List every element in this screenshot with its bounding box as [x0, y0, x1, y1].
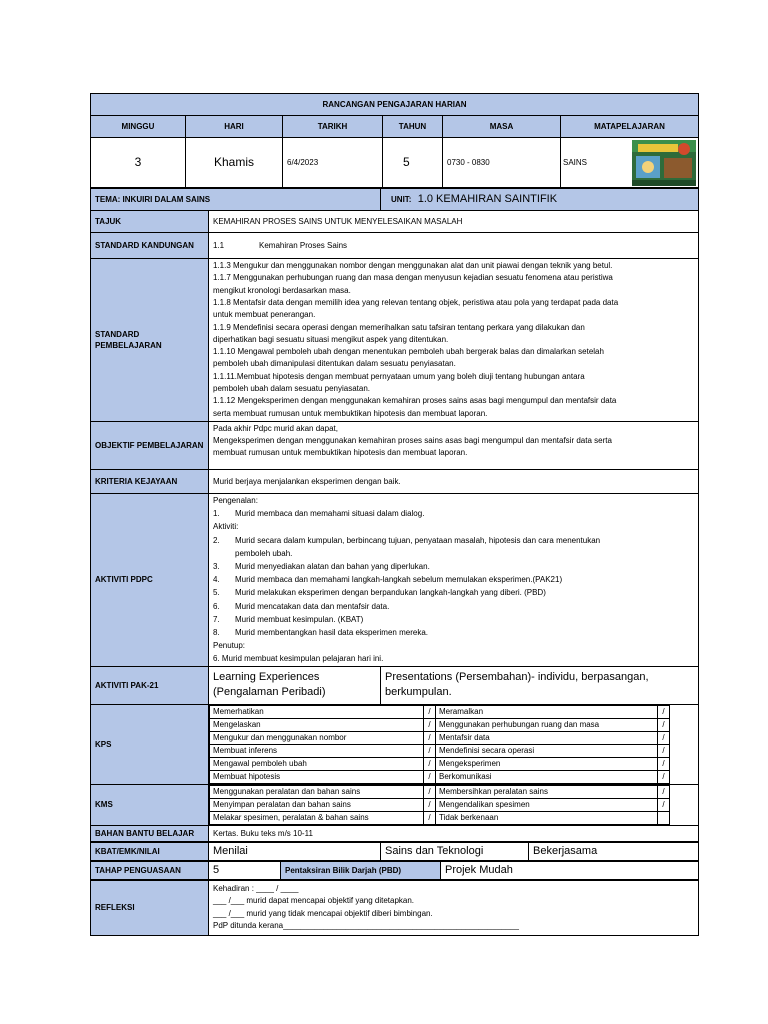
- pengenalan-item: [213, 507, 694, 520]
- objektif-label: OBJEKTIF PEMBELAJARAN: [91, 422, 209, 470]
- standard-pembelajaran-list: [209, 259, 699, 422]
- kms-item: Mengendalikan spesimen: [436, 798, 658, 811]
- col-tarikh: TARIKH: [283, 116, 383, 138]
- sp-line: 1.1.8 Mentafsir data dengan memilih idea yang relevan tentang objek, peristiwa atau pola yang terdapat pada data: [213, 297, 619, 307]
- kps-item: Mengeksperimen: [436, 757, 658, 770]
- pengenalan-heading: Pengenalan:: [213, 496, 258, 505]
- kbat-label: KBAT/EMK/NILAI: [91, 842, 209, 860]
- refleksi-line: Kehadiran : ____ / ____: [213, 883, 299, 893]
- item-text: Murid membaca dan memahami situasi dalam dialog.: [235, 509, 425, 519]
- aktiviti-item: [213, 573, 694, 586]
- kps-grid-cell: [209, 704, 699, 784]
- kps-item: Mendefinisi secara operasi: [436, 744, 658, 757]
- pak21-label: AKTIVITI PAK-21: [91, 666, 209, 704]
- aktiviti-item: [213, 586, 694, 599]
- refleksi-table: [90, 880, 699, 936]
- sp-line: 1.1.11.Membuat hipotesis dengan membuat pernyataan umum yang boleh diuji tentang hubungan antara: [213, 371, 585, 381]
- item-text: Murid menyediakan alatan dan bahan yang diperlukan.: [235, 562, 430, 572]
- kbat-value-3: Bekerjasama: [529, 842, 699, 860]
- kps-mark: /: [424, 744, 436, 757]
- standard-kandungan-label: STANDARD KANDUNGAN: [91, 233, 209, 259]
- kps-mark: /: [424, 757, 436, 770]
- kps-item: Menggunakan perhubungan ruang dan masa: [436, 718, 658, 731]
- item-number: 5.: [213, 588, 220, 598]
- kps-item: Mentafsir data: [436, 731, 658, 744]
- refleksi-line: ___ /___ murid dapat mencapai objektif yang ditetapkan.: [213, 896, 415, 906]
- kms-mark: [658, 811, 670, 824]
- value-tahun: 5: [383, 138, 443, 188]
- refleksi-line: ___ /___ murid yang tidak mencapai objektif diberi bimbingan.: [213, 908, 433, 918]
- refleksi-label: REFLEKSI: [91, 880, 209, 935]
- kps-item: Meramalkan: [436, 705, 658, 718]
- document-title: RANCANGAN PENGAJARAN HARIAN: [91, 94, 699, 116]
- kriteria-value: Murid berjaya menjalankan eksperimen dengan baik.: [209, 470, 699, 494]
- kbat-value-1: Menilai: [209, 842, 381, 860]
- value-subjek: SAINS: [563, 158, 588, 167]
- col-hari: HARI: [186, 116, 283, 138]
- kps-mark: /: [658, 731, 670, 744]
- standard-pembelajaran-label: STANDARD PEMBELAJARAN: [91, 259, 209, 422]
- kms-item: Membersihkan peralatan sains: [436, 785, 658, 798]
- kms-item: Melakar spesimen, peralatan & bahan sains: [210, 811, 424, 824]
- sp-line: pemboleh ubah dalam sesuatu penyiasatan.: [213, 384, 370, 394]
- unit-label: UNIT:: [391, 195, 412, 204]
- kps-mark: /: [658, 744, 670, 757]
- pak21-right: Presentations (Persembahan)- individu, berpasangan, berkumpulan.: [381, 666, 699, 704]
- aktiviti-item: [213, 534, 694, 547]
- item-text: Murid mencatakan data dan mentafsir data.: [235, 601, 390, 611]
- value-tarikh: 6/4/2023: [283, 138, 383, 188]
- objektif-list: [209, 422, 699, 470]
- item-text: Murid melakukan eksperimen dengan berpandukan langkah-langkah yang diberi. (PBD): [235, 588, 546, 598]
- aktiviti-label: AKTIVITI PDPC: [91, 494, 209, 667]
- kps-mark: /: [424, 718, 436, 731]
- footer-table: [90, 842, 699, 861]
- bahan-label: BAHAN BANTU BELAJAR: [91, 825, 209, 841]
- kps-item: Mengawal pemboleh ubah: [210, 757, 424, 770]
- item-number: 2.: [213, 535, 220, 545]
- aktiviti-item: [213, 560, 694, 573]
- standard-kandungan-code: 1.1: [213, 241, 225, 250]
- kbat-value-2: Sains dan Teknologi: [381, 842, 529, 860]
- item-number: 6.: [213, 601, 220, 611]
- standard-kandungan-value-cell: [209, 233, 699, 259]
- kps-label: KPS: [91, 704, 209, 784]
- item-text: Murid membentangkan hasil data eksperimen mereka.: [235, 628, 428, 638]
- sp-line: mengikut kronologi berdasarkan masa.: [213, 285, 351, 295]
- sp-line: 1.1.7 Menggunakan perhubungan ruang dan masa dengan menyusun kejadian sesuatu fenomena atau peristiwa: [213, 273, 613, 283]
- value-hari: Khamis: [186, 138, 283, 188]
- kps-mark: /: [658, 718, 670, 731]
- kps-mark: /: [658, 705, 670, 718]
- sp-line: 1.1.3 Mengukur dan menggunakan nombor dengan menggunakan alat dan unit piawai dengan teknik yang betul.: [213, 261, 613, 271]
- kps-item: Mengelaskan: [210, 718, 424, 731]
- pak21-left: Learning Experiences (Pengalaman Peribadi): [209, 666, 381, 704]
- kps-mark: /: [424, 770, 436, 783]
- kps-mark: /: [424, 705, 436, 718]
- objektif-line: membuat rumusan untuk membuktikan hipotesis dan membuat laporan.: [213, 448, 468, 457]
- sp-line: diperhatikan bagi sesuatu situasi mengikut aspek yang ditentukan.: [213, 334, 449, 344]
- penutup-heading: Penutup:: [213, 641, 246, 651]
- kms-item: Menggunakan peralatan dan bahan sains: [210, 785, 424, 798]
- item-text-cont: pemboleh ubah.: [235, 548, 293, 558]
- aktiviti-item: [213, 613, 694, 626]
- projek-value: Projek Mudah: [441, 861, 699, 879]
- sp-line: pemboleh ubah dimanipulasi ditentukan dalam sesuatu penyiasatan.: [213, 359, 456, 369]
- kms-label: KMS: [91, 784, 209, 825]
- value-minggu: 3: [91, 138, 186, 188]
- objektif-line: Mengeksperimen dengan menggunakan kemahiran proses sains asas bagi mengumpul dan mentafsir data serta: [213, 436, 612, 445]
- tajuk-label: TAJUK: [91, 211, 209, 233]
- item-text: Murid membuat kesimpulan. (KBAT): [235, 614, 364, 624]
- sp-line: 1.1.12 Mengeksperimen dengan menggunakan kemahiran proses sains asas bagi mengumpul dan mentafsir data: [213, 396, 617, 406]
- tahap-value: 5: [209, 861, 281, 879]
- kps-item: Membuat hipotesis: [210, 770, 424, 783]
- col-minggu: MINGGU: [91, 116, 186, 138]
- lesson-plan-document: [90, 93, 698, 936]
- kms-mark: /: [424, 811, 436, 824]
- item-text: Murid secara dalam kumpulan, berbincang tujuan, penyataan masalah, hipotesis dan cara menentukan: [235, 535, 601, 545]
- aktiviti-item: [213, 600, 694, 613]
- aktiviti-item: [213, 626, 694, 639]
- aktiviti-heading: Aktiviti:: [213, 522, 239, 532]
- objektif-line: Pada akhir Pdpc murid akan dapat,: [213, 424, 338, 433]
- kms-mark: /: [658, 785, 670, 798]
- sp-line: untuk membuat penerangan.: [213, 310, 316, 320]
- sp-line: 1.1.10 Mengawal pemboleh ubah dengan menentukan pemboleh ubah bergerak balas dan dimalarkan setelah: [213, 347, 604, 357]
- bahan-value: Kertas. Buku teks m/s 10-11: [209, 825, 699, 841]
- body-table: [90, 188, 699, 842]
- item-number: 8.: [213, 628, 220, 638]
- kriteria-label: KRITERIA KEJAYAAN: [91, 470, 209, 494]
- tahap-table: [90, 861, 699, 880]
- kps-grid: [209, 705, 698, 784]
- unit-value: 1.0 KEMAHIRAN SAINTIFIK: [417, 193, 558, 205]
- col-tahun: TAHUN: [383, 116, 443, 138]
- item-number: 3.: [213, 562, 220, 572]
- item-number: 4.: [213, 575, 220, 585]
- kms-mark: /: [424, 785, 436, 798]
- kms-mark: /: [658, 798, 670, 811]
- item-text: Murid membaca dan memahami langkah-langkah sebelum memulakan eksperimen.(PAK21): [235, 575, 563, 585]
- standard-kandungan-value: Kemahiran Proses Sains: [259, 241, 348, 250]
- value-subjek-cell: [561, 138, 699, 188]
- refleksi-list: [209, 880, 699, 935]
- kps-item: Memerhatikan: [210, 705, 424, 718]
- kms-grid: [209, 785, 698, 825]
- kps-item: Mengukur dan menggunakan nombor: [210, 731, 424, 744]
- kps-mark: /: [658, 757, 670, 770]
- penutup-item: 6. Murid membuat kesimpulan pelajaran hari ini.: [213, 654, 384, 664]
- header-table: [90, 93, 699, 188]
- kps-mark: /: [658, 770, 670, 783]
- item-number: 7.: [213, 614, 220, 624]
- kps-item: Berkomunikasi: [436, 770, 658, 783]
- kms-mark: /: [424, 798, 436, 811]
- value-masa: 0730 - 0830: [443, 138, 561, 188]
- kps-mark: /: [424, 731, 436, 744]
- kps-item: Membuat inferens: [210, 744, 424, 757]
- item-number: 1.: [213, 509, 220, 519]
- kms-grid-cell: [209, 784, 699, 825]
- unit-cell: [381, 189, 699, 211]
- sp-line: 1.1.9 Mendefinisi secara operasi dengan memerihalkan satu tafsiran tentang perkara yang dilakukan dan: [213, 322, 585, 332]
- col-masa: MASA: [443, 116, 561, 138]
- kms-item: Tidak berkenaan: [436, 811, 658, 824]
- tajuk-value: KEMAHIRAN PROSES SAINS UNTUK MENYELESAIKAN MASALAH: [209, 211, 699, 233]
- tema-cell: TEMA: INKUIRI DALAM SAINS: [91, 189, 381, 211]
- col-matapelajaran: MATAPELAJARAN: [561, 116, 699, 138]
- refleksi-line: PdP ditunda kerana_____________________________________________________: [213, 921, 519, 931]
- textbook-cover-image: [632, 140, 696, 186]
- kms-item: Menyimpan peralatan dan bahan sains: [210, 798, 424, 811]
- sp-line: serta membuat rumusan untuk membuktikan hipotesis dan membuat laporan.: [213, 408, 488, 418]
- pbd-label: Pentaksiran Bilik Darjah (PBD): [281, 861, 441, 879]
- aktiviti-list: [209, 494, 699, 667]
- tahap-label: TAHAP PENGUASAAN: [91, 861, 209, 879]
